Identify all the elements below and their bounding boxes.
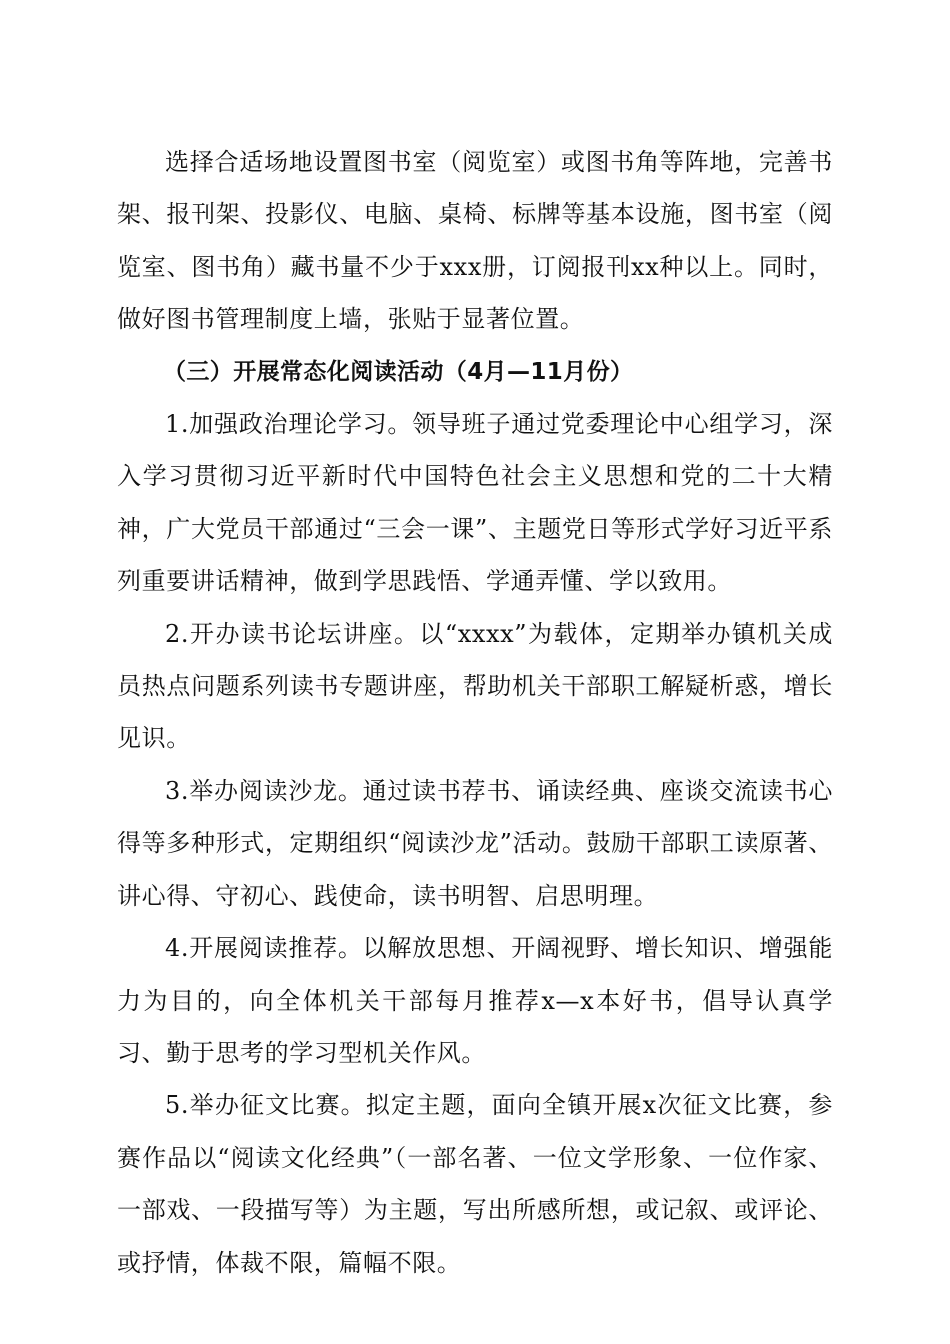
intro-paragraph: 选择合适场地设置图书室（阅览室）或图书角等阵地，完善书架、报刊架、投影仪、电脑、桌椅、标牌等基本设施，图书室（阅览室、图书角）藏书量不少于xxx册，订阅报刊xx种以上。同时，做好图书管理制度上墙，张贴于显著位置。 — [117, 148, 833, 334]
document-body — [117, 136, 833, 1289]
list-item: 1.加强政治理论学习。领导班子通过党委理论中心组学习，深入学习贯彻习近平新时代中国特色社会主义思想和党的二十大精神，广大党员干部通过“三会一课”、主题党日等形式学好习近平系列重要讲话精神，做到学思践悟、学通弄懂、学以致用。 — [117, 410, 833, 596]
section-heading: （三）开展常态化阅读活动（4月—11月份） — [163, 358, 634, 385]
list-item: 5.举办征文比赛。拟定主题，面向全镇开展x次征文比赛，参赛作品以“阅读文化经典”（一部名著、一位文学形象、一位作家、一部戏、一段描写等）为主题，写出所感所想，或记叙、或评论、或抒情，体裁不限，篇幅不限。 — [117, 1091, 833, 1277]
list-item: 3.举办阅读沙龙。通过读书荐书、诵读经典、座谈交流读书心得等多种形式，定期组织“阅读沙龙”活动。鼓励干部职工读原著、讲心得、守初心、践使命，读书明智、启思明理。 — [117, 776, 833, 910]
list-item: 2.开办读书论坛讲座。以“xxxx”为载体，定期举办镇机关成员热点问题系列读书专题讲座，帮助机关干部职工解疑析惑，增长见识。 — [117, 619, 833, 753]
list-item: 4.开展阅读推荐。以解放思想、开阔视野、增长知识、增强能力为目的，向全体机关干部每月推荐x—x本好书，倡导认真学习、勤于思考的学习型机关作风。 — [117, 934, 833, 1067]
